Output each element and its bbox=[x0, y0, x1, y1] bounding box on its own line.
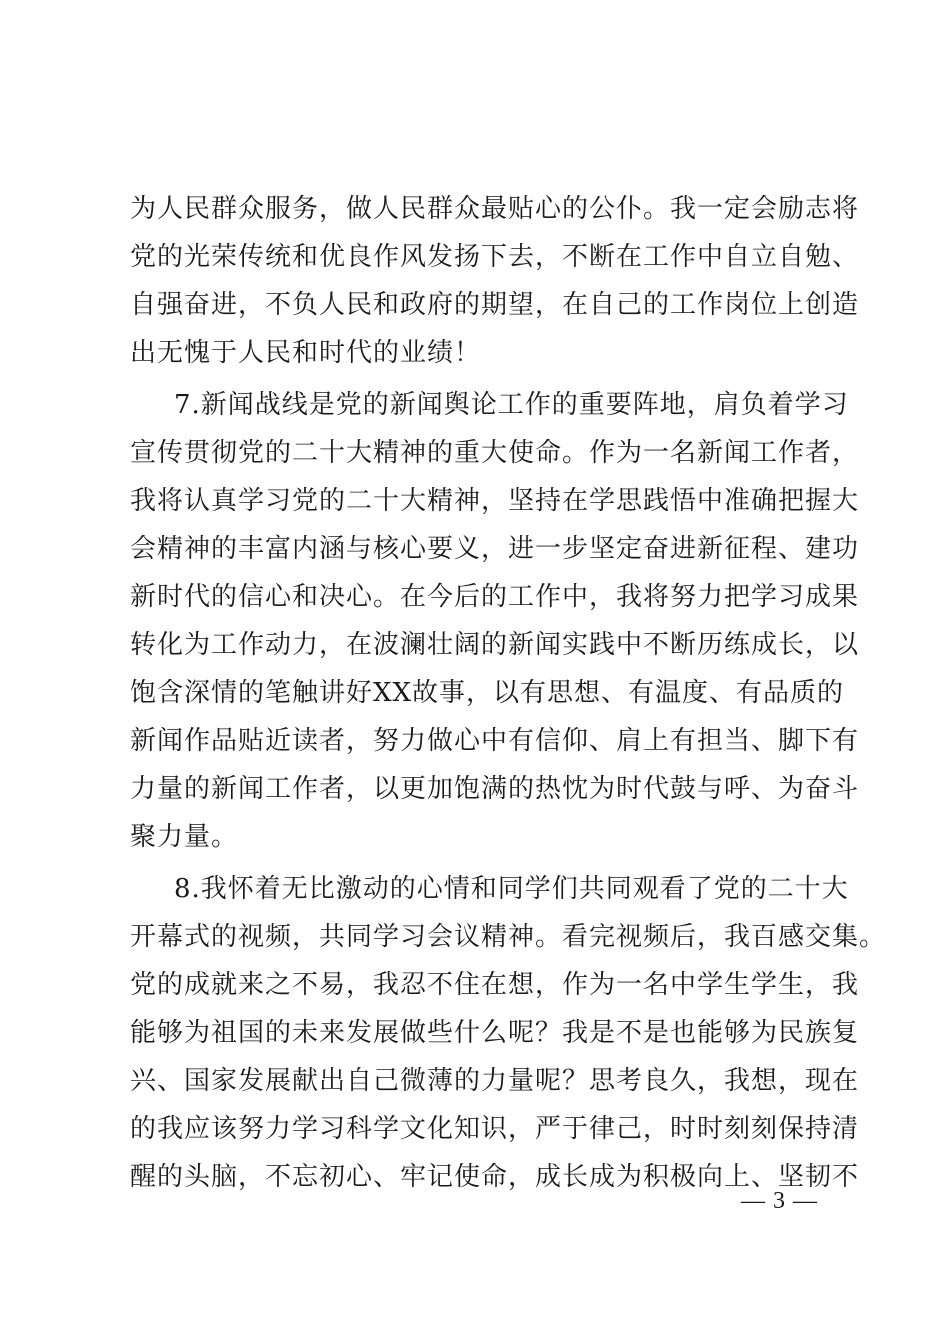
text-line: 兴、国家发展献出自己微薄的力量呢？思考良久，我想，现在 bbox=[130, 1066, 860, 1096]
paragraph bbox=[130, 185, 860, 377]
text-line: 开幕式的视频，共同学习会议精神。看完视频后，我百感交集。 bbox=[130, 922, 887, 952]
text-line: 能够为祖国的未来发展做些什么呢？我是不是也能够为民族复 bbox=[130, 1018, 860, 1048]
text-line: 力量的新闻工作者，以更加饱满的热忱为时代鼓与呼、为奋斗 bbox=[130, 774, 860, 804]
text-line: 宣传贯彻党的二十大精神的重大使命。作为一名新闻工作者， bbox=[130, 438, 860, 468]
text-line: 会精神的丰富内涵与核心要义，进一步坚定奋进新征程、建功 bbox=[130, 534, 860, 564]
paragraph bbox=[130, 865, 887, 1201]
paragraph bbox=[130, 381, 860, 861]
text-line: 党的成就来之不易，我忍不住在想，作为一名中学生学生，我 bbox=[130, 970, 860, 1000]
text-line: 自强奋进，不负人民和政府的期望，在自己的工作岗位上创造 bbox=[130, 290, 860, 320]
text-line: 7.新闻战线是党的新闻舆论工作的重要阵地，肩负着学习 bbox=[174, 390, 849, 420]
text-line: 聚力量。 bbox=[130, 822, 239, 852]
text-line: 党的光荣传统和优良作风发扬下去，不断在工作中自立自勉、 bbox=[130, 242, 860, 272]
text-line: 为人民群众服务，做人民群众最贴心的公仆。我一定会励志将 bbox=[130, 194, 860, 224]
text-line: 饱含深情的笔触讲好XX故事，以有思想、有温度、有品质的 bbox=[130, 678, 845, 708]
text-line: 新闻作品贴近读者，努力做心中有信仰、肩上有担当、脚下有 bbox=[130, 726, 860, 756]
text-line: 新时代的信心和决心。在今后的工作中，我将努力把学习成果 bbox=[130, 582, 860, 612]
text-line: 出无愧于人民和时代的业绩！ bbox=[130, 338, 482, 368]
document-body bbox=[130, 185, 887, 1201]
text-line: 的我应该努力学习科学文化知识，严于律己，时时刻刻保持清 bbox=[130, 1114, 860, 1144]
page-number: — 3 — bbox=[741, 1188, 818, 1214]
text-line: 醒的头脑，不忘初心、牢记使命，成长成为积极向上、坚韧不 bbox=[130, 1162, 860, 1192]
text-line: 我将认真学习党的二十大精神，坚持在学思践悟中准确把握大 bbox=[130, 486, 860, 516]
text-line: 8.我怀着无比激动的心情和同学们共同观看了党的二十大 bbox=[174, 874, 849, 904]
text-line: 转化为工作动力，在波澜壮阔的新闻实践中不断历练成长，以 bbox=[130, 630, 860, 660]
